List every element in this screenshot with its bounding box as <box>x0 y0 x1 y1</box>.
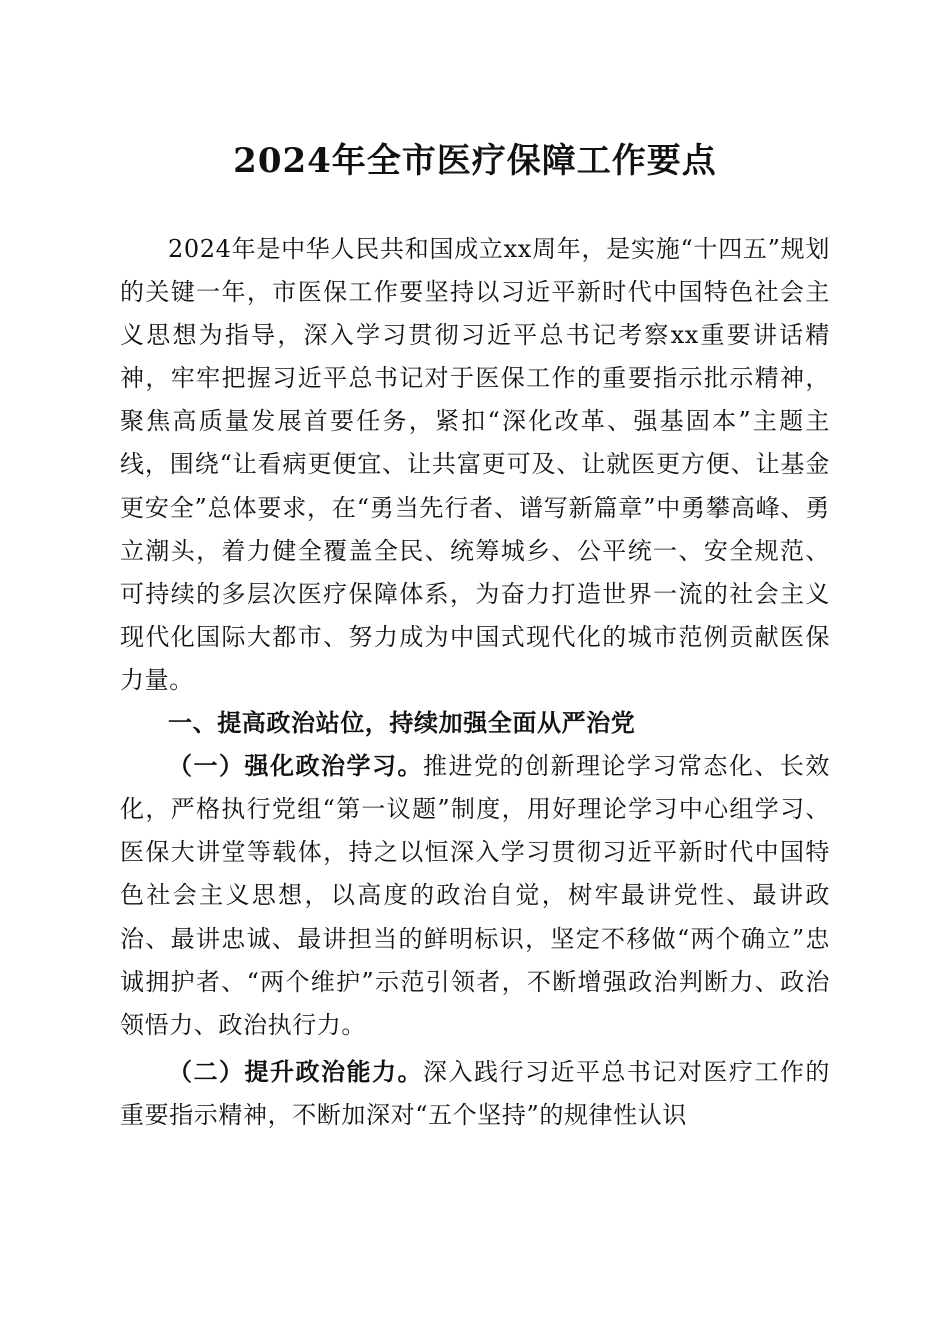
section-heading-1: 一、提高政治站位，持续加强全面从严治党 <box>168 709 636 738</box>
document-body <box>120 228 830 1137</box>
item-text-2: 深入践行习近平总书记对医疗工作的重要指示精神，不断加深对“五个坚持”的规律性认识 <box>120 1057 831 1129</box>
intro-paragraph: 2024年是中华人民共和国成立xx周年，是实施“十四五”规划的关键一年，市医保工作要坚持以习近平新时代中国特色社会主义思想为指导，深入学习贯彻习近平总书记考察xx重要讲话精神，牢牢把握习近平总书记对于医保工作的重要指示批示精神，聚焦高质量发展首要任务，紧扣“深化改革、强基固本”主题主线，围绕“让看病更便宜、让共富更可及、让就医更方便、让基金更安全”总体要求，在“勇当先行者、谱写新篇章”中勇攀高峰、勇立潮头，着力健全覆盖全民、统筹城乡、公平统一、安全规范、可持续的多层次医疗保障体系，为奋力打造世界一流的社会主义现代化国际大都市、努力成为中国式现代化的城市范例贡献医保力量。 <box>120 235 830 694</box>
item-paragraph-2 <box>120 1051 830 1137</box>
item-lead-2: （二）提升政治能力。 <box>168 1057 423 1086</box>
item-lead-1: （一）强化政治学习。 <box>168 752 423 781</box>
item-text-1: 推进党的创新理论学习常态化、长效化，严格执行党组“第一议题”制度，用好理论学习中心组学习、医保大讲堂等载体，持之以恒深入学习贯彻习近平新时代中国特色社会主义思想，以高度的政治自觉，树牢最讲党性、最讲政治、最讲忠诚、最讲担当的鲜明标识，坚定不移做“两个确立”忠诚拥护者、“两个维护”示范引领者，不断增强政治判断力、政治领悟力、政治执行力。 <box>120 752 831 1039</box>
item-paragraph-1 <box>120 745 830 1047</box>
document-title: 2024年全市医疗保障工作要点 <box>233 141 717 181</box>
